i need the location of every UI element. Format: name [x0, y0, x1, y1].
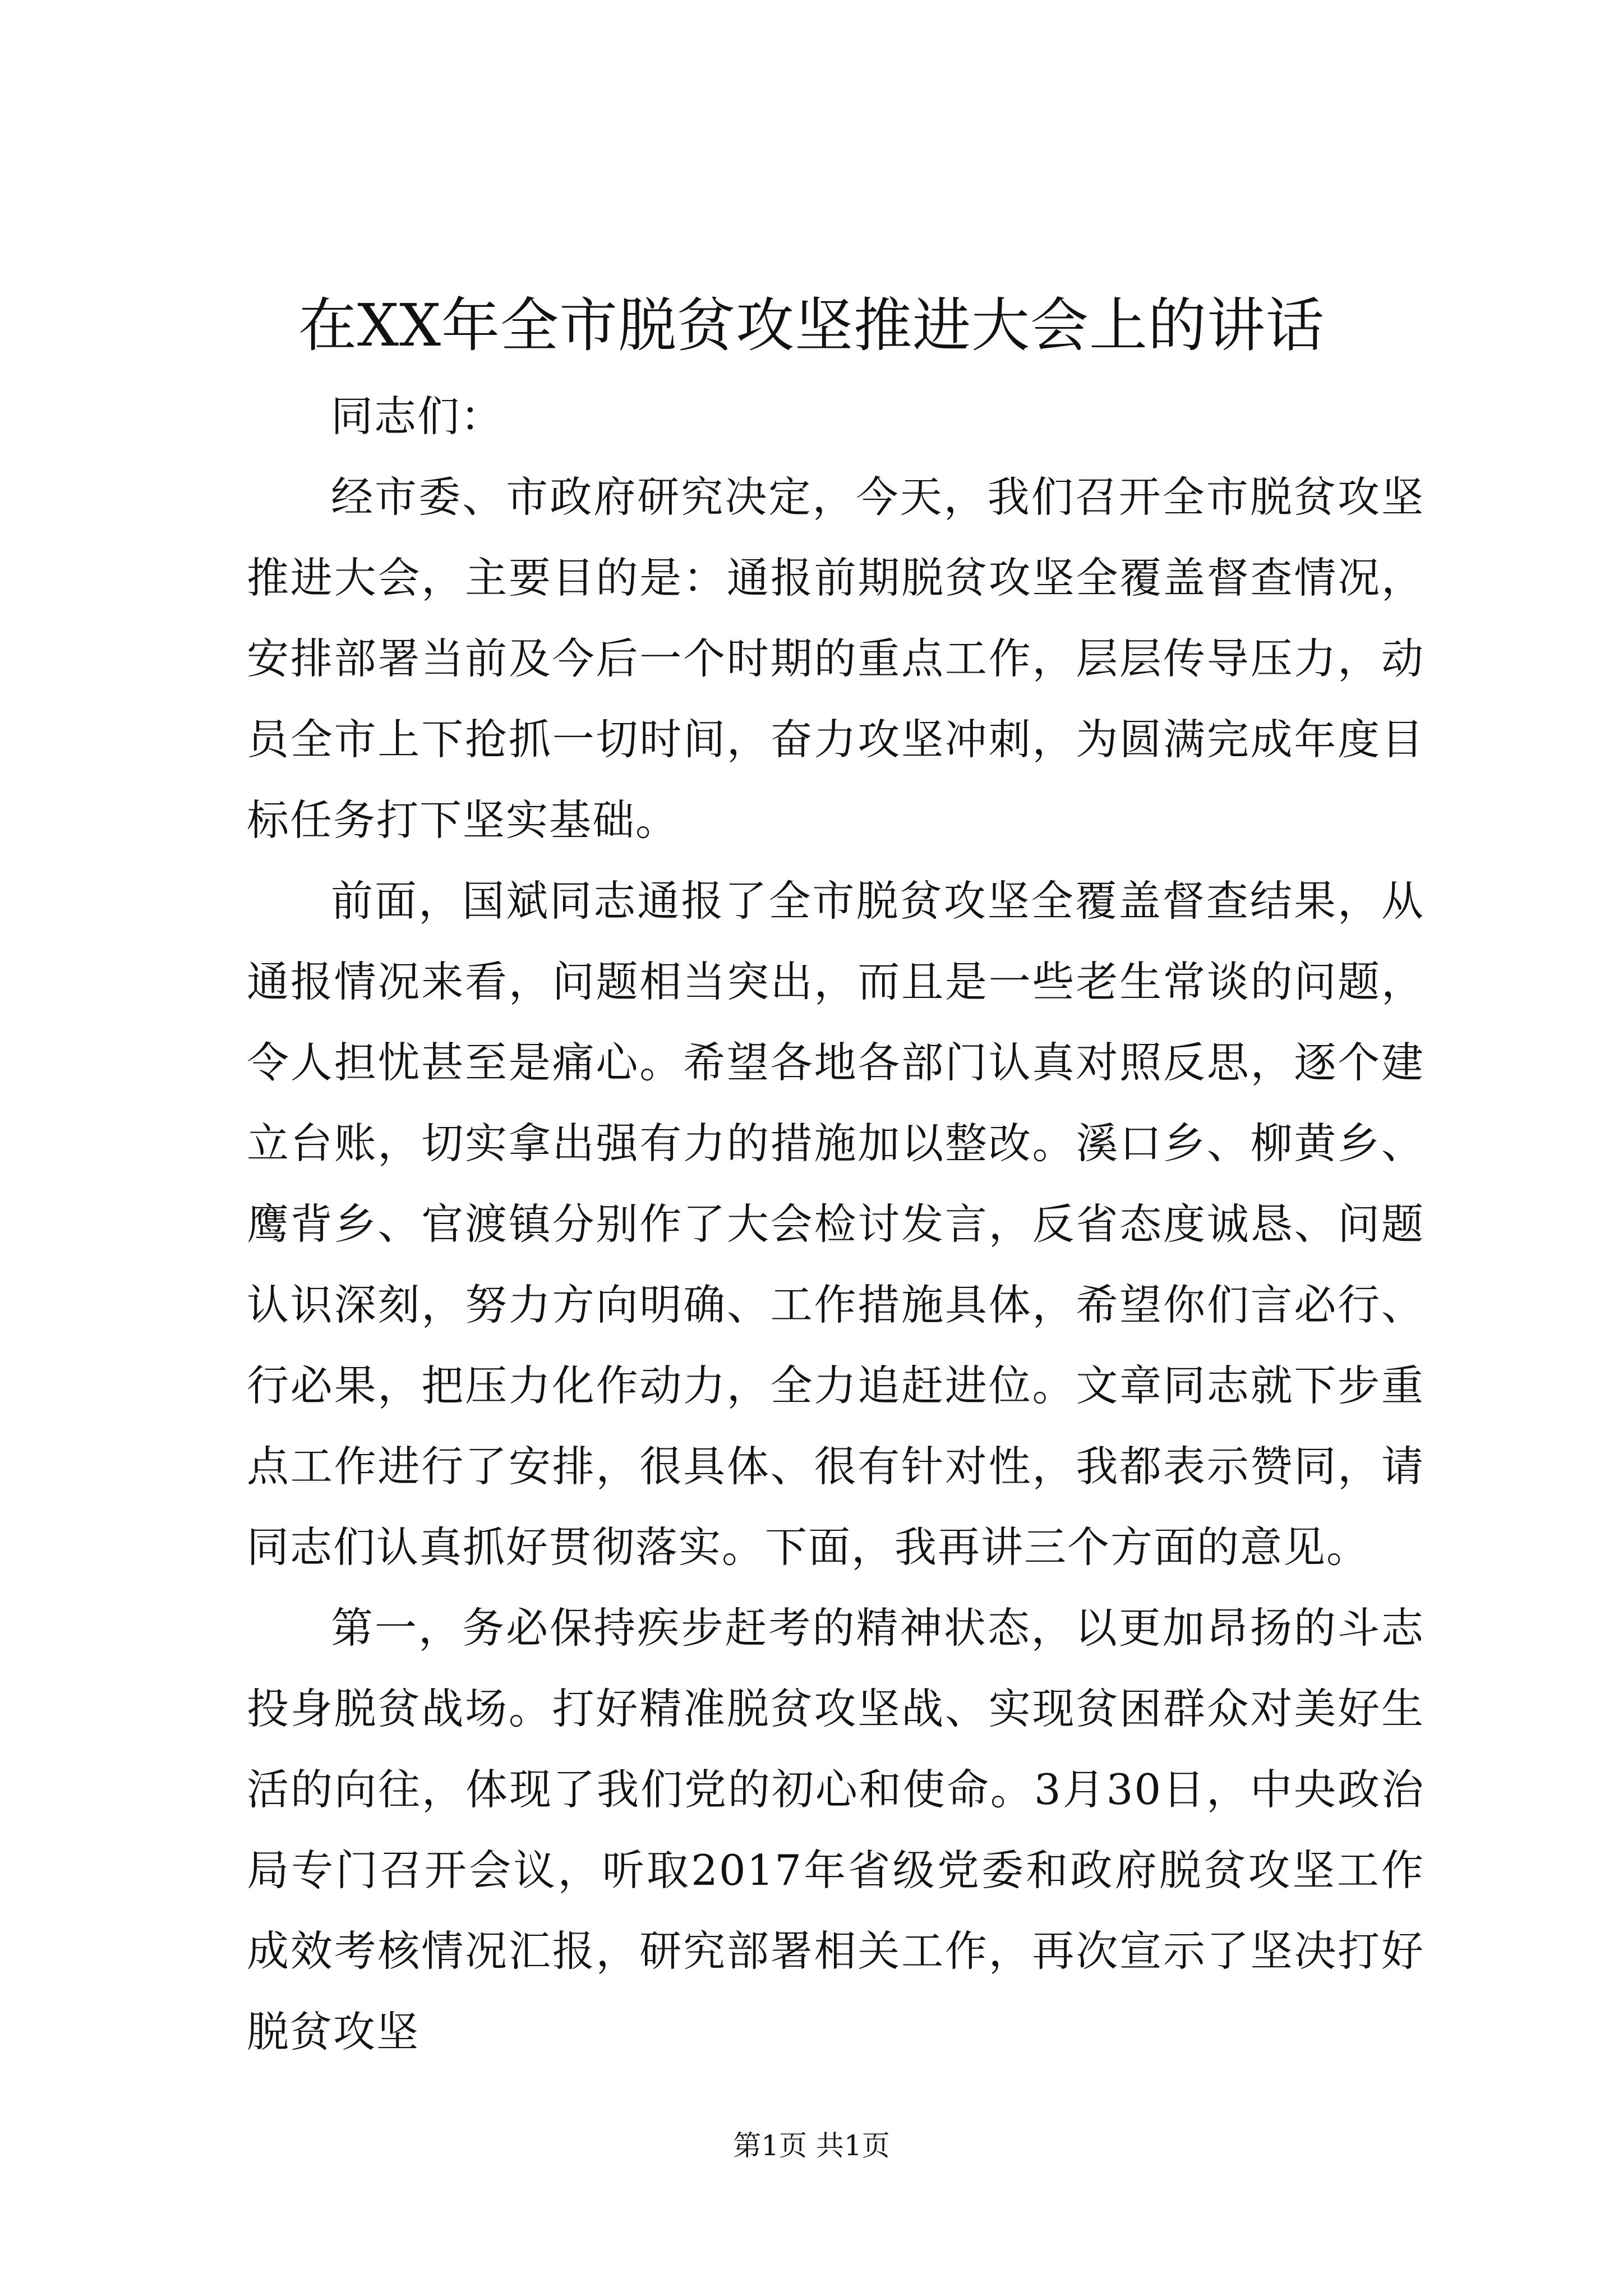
salutation: 同志们： [331, 392, 504, 441]
paragraph-2: 前面，国斌同志通报了全市脱贫攻坚全覆盖督查结果，从通报情况来看，问题相当突出，而且是一些老生常谈的问题，令人担忧甚至是痛心。希望各地各部门认真对照反思，逐个建立台账，切实拿出强有力的措施加以整改。溪口乡、柳黄乡、鹰背乡、官渡镇分别作了大会检讨发言，反省态度诚恳、问题认识深刻，努力方向明确、工作措施具体，希望你们言必行、行必果，把压力化作动力，全力追赶进位。文章同志就下步重点工作进行了安排，很具体、很有针对性，我都表示赞同，请同志们认真抓好贯彻落实。下面，我再讲三个方面的意见。 [247, 876, 1424, 1572]
document-title: 在XX年全市脱贫攻坚推进大会上的讲话 [298, 291, 1325, 360]
document-body [247, 376, 1424, 2072]
page-footer: 第1页 共1页 [733, 2129, 890, 2162]
paragraph-1: 经市委、市政府研究决定，今天，我们召开全市脱贫攻坚推进大会，主要目的是：通报前期脱贫攻坚全覆盖督查情况，安排部署当前及今后一个时期的重点工作，层层传导压力，动员全市上下抢抓一切时间，奋力攻坚冲刺，为圆满完成年度目标任务打下坚实基础。 [247, 472, 1424, 845]
paragraph-3: 第一，务必保持疾步赶考的精神状态，以更加昂扬的斗志投身脱贫战场。打好精准脱贫攻坚战、实现贫困群众对美好生活的向往，体现了我们党的初心和使命。3月30日，中央政治局专门召开会议，听取2017年省级党委和政府脱贫攻坚工作成效考核情况汇报，研究部署相关工作，再次宣示了坚决打好脱贫攻坚 [247, 1603, 1424, 2056]
